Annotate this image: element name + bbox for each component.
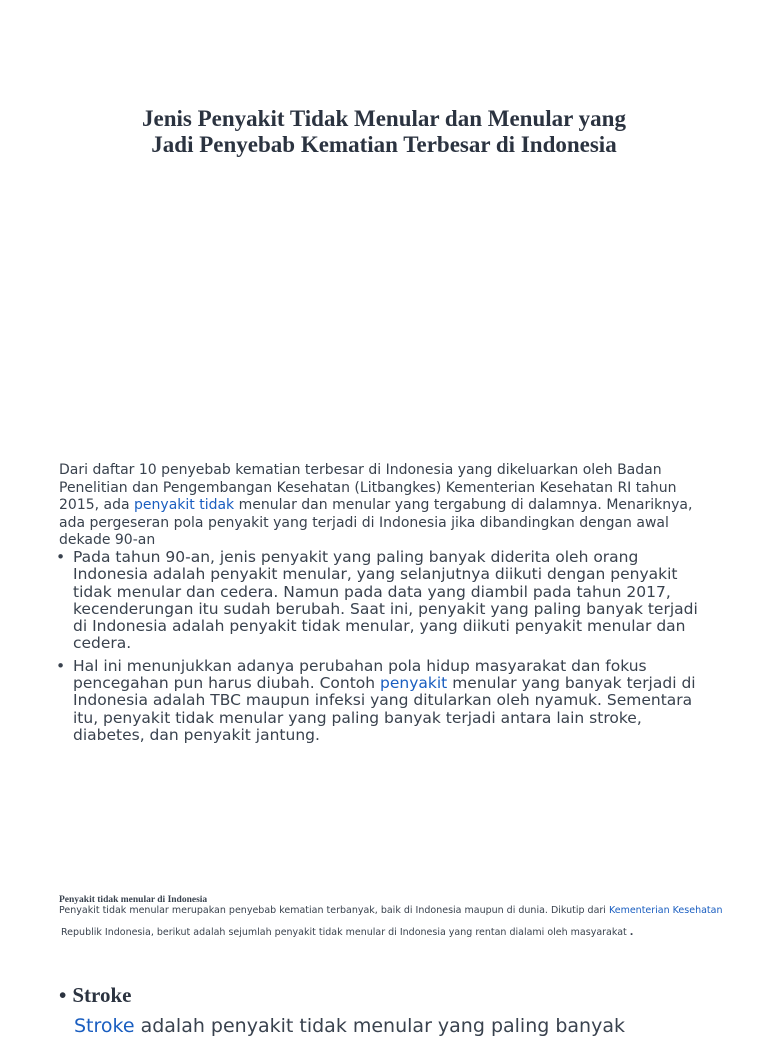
list-item	[56, 549, 716, 653]
section-text-end: .	[629, 927, 634, 938]
title-line-1: Jenis Penyakit Tidak Menular dan Menular yang	[142, 106, 626, 131]
bullet-text-after: menular yang banyak terjadi di Indonesia adalah TBC maupun infeksi yang ditularkan oleh nyamuk. Sementara itu, penyakit tidak menular yang paling banyak terjadi antara lain stroke, diabetes, dan penyakit jantung.	[73, 674, 696, 744]
kementerian-kesehatan-link[interactable]: Kementerian Kesehatan	[608, 905, 723, 916]
intro-paragraph	[59, 462, 719, 550]
bullet-icon: •	[56, 548, 66, 566]
stroke-link[interactable]: Stroke	[74, 1015, 135, 1037]
bullet-icon: •	[56, 656, 66, 675]
intro-text-after: menular dan menular yang tergabung di dalamnya. Menariknya, ada pergeseran pola penyakit yang terjadi di Indonesia jika dibandingkan dengan awal dekade 90-an	[59, 497, 693, 548]
section-text-line-1	[59, 905, 722, 917]
section-text-before: Penyakit tidak menular merupakan penyebab kematian terbanyak, baik di Indonesia maupun di dunia. Dikutip dari	[59, 905, 609, 916]
stroke-intro-line	[74, 1014, 625, 1038]
bullet-icon: •	[59, 983, 67, 1007]
section-text: Republik Indonesia, berikut adalah sejumlah penyakit tidak menular di Indonesia yang rentan dialami oleh masyarakat	[61, 927, 627, 938]
list-item	[56, 658, 716, 744]
title-line-2: Jadi Penyebab Kematian Terbesar di Indonesia	[151, 132, 617, 157]
section-text-line-2	[61, 927, 633, 939]
bullet-text-before: Hal ini menunjukkan adanya perubahan pola hidup masyarakat dan fokus pencegahan pun harus diubah. Contoh	[73, 656, 647, 693]
bullet-text: Pada tahun 90-an, jenis penyakit yang paling banyak diderita oleh orang Indonesia adalah penyakit menular, yang selanjutnya diikuti dengan penyakit tidak menular dan cedera. Namun pada data yang diambil pada tahun 2017, kecenderungan itu sudah berubah. Saat ini, penyakit yang paling banyak terjadi di Indonesia adalah penyakit tidak menular, yang diikuti penyakit menular dan cedera.	[73, 548, 698, 653]
image-caption: Penyakit tidak menular di Indonesia	[59, 895, 208, 905]
stroke-heading-text: Stroke	[72, 983, 132, 1007]
penyakit-link[interactable]: penyakit	[380, 674, 448, 693]
stroke-heading	[59, 982, 131, 1008]
penyakit-tidak-link[interactable]: penyakit tidak	[134, 497, 235, 513]
page-title	[60, 106, 708, 158]
intro-text-before: Dari daftar 10 penyebab kematian terbesar di Indonesia yang dikeluarkan oleh Badan Penelitian dan Pengembangan Kesehatan (Litbangkes) Kementerian Kesehatan RI tahun 2015, ada	[59, 462, 677, 513]
bullet-list	[56, 549, 716, 749]
stroke-intro-text: adalah penyakit tidak menular yang paling banyak	[134, 1015, 625, 1037]
